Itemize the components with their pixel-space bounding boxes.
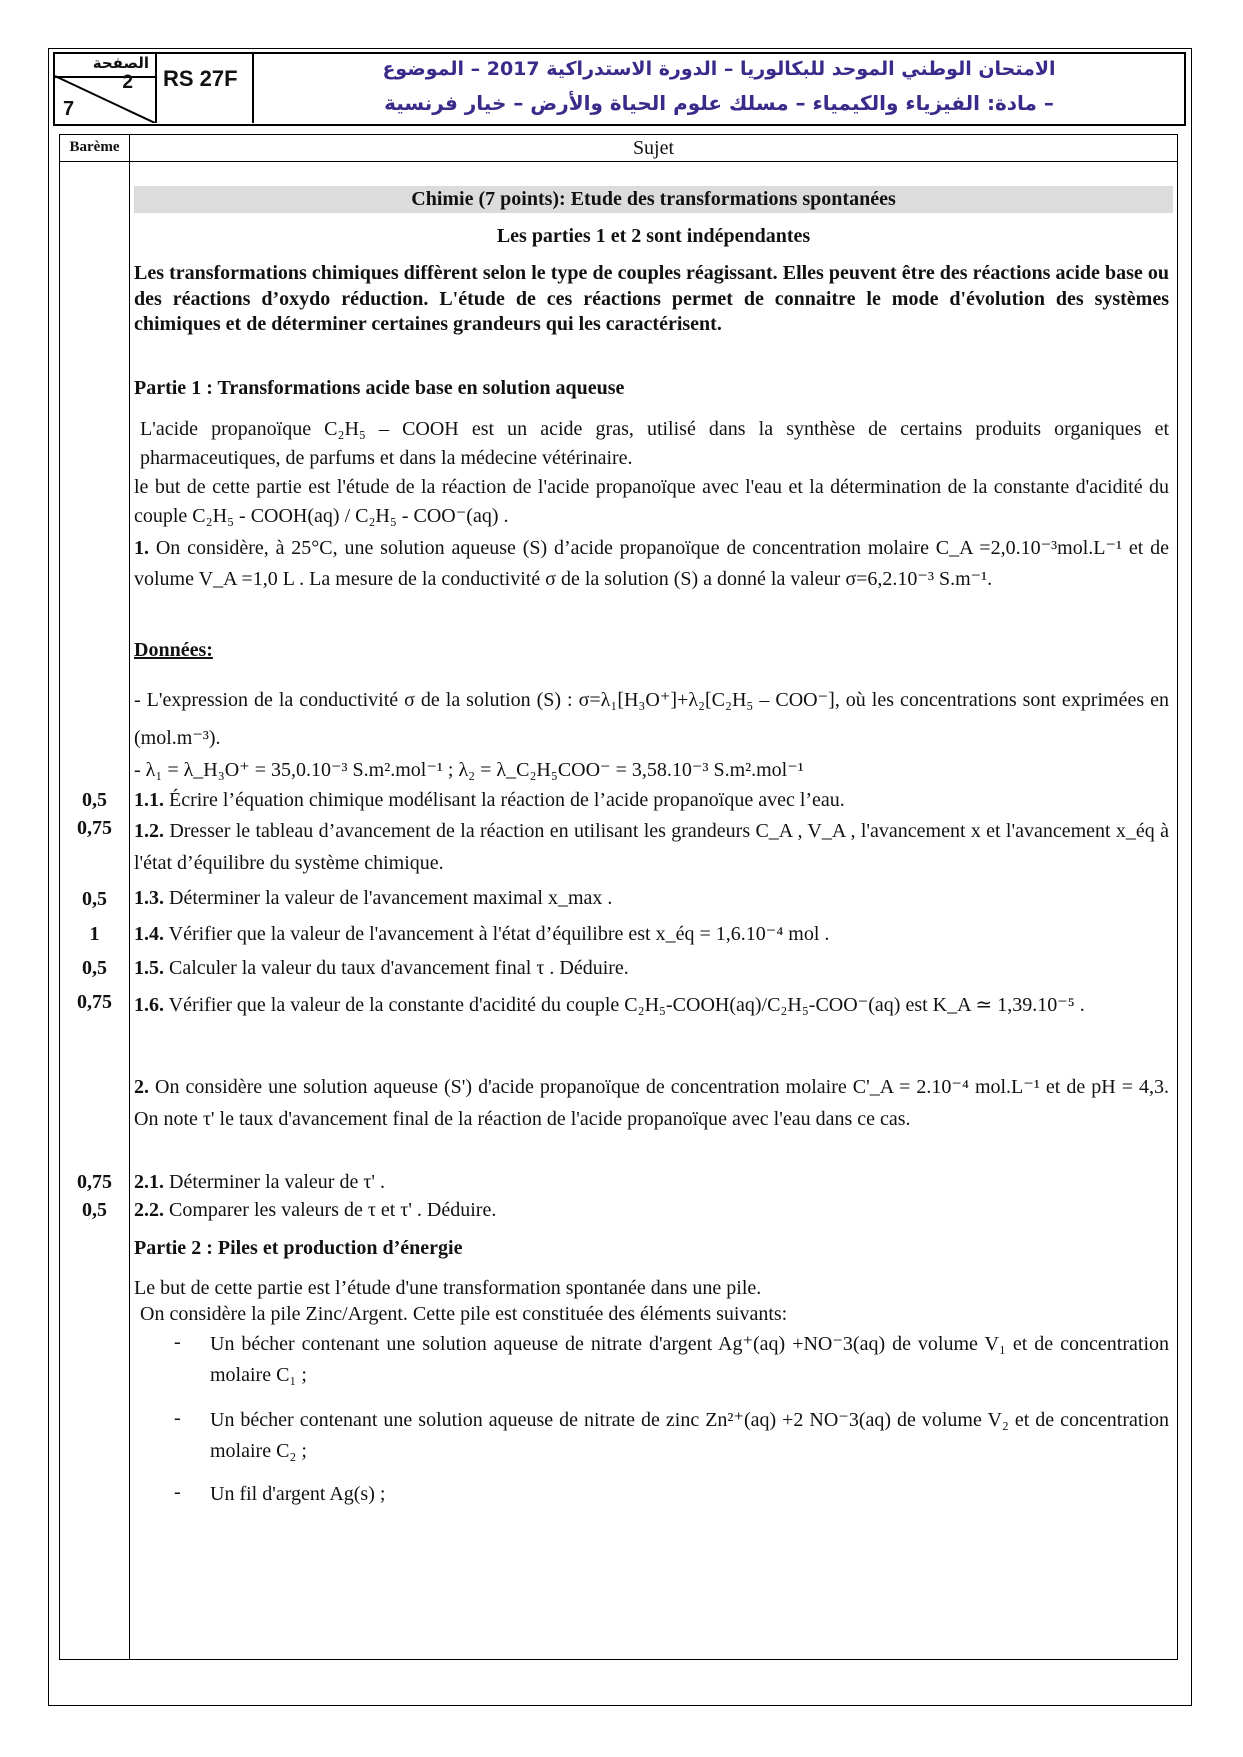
question-2-number: 2. [134,1076,149,1098]
exam-title-line2: – مادة: الفيزياء والكيمياء – مسلك علوم الحياة والأرض – خيار فرنسية [384,91,1054,115]
question-number: 1.3. [134,887,164,909]
pile-element-3: Un fil d'argent Ag(s) ; [210,1483,386,1505]
points-1-2: 0,75 [77,817,112,839]
pile-element-1: Un bécher contenant une solution aqueuse de nitrate d'argent Ag⁺(aq) +NO⁻3(aq) de volume V₁ et de concentration molaire C₁ ; [210,1333,1169,1386]
question-number: 1.2. [134,820,164,842]
bullet-3: - [174,1481,181,1503]
exam-header [53,52,1186,126]
question-1-4 [134,921,1169,947]
bullet-2: - [174,1407,181,1429]
points-1-4: 1 [89,923,100,945]
intro-paragraph: Les transformations chimiques diffèrent selon le type de couples réagissant. Elles peuvent être des réactions acide base ou des réactions d’oxydo réduction. L'étude de ces réactions permet de connaitre le mode d'évolution des systèmes chimiques et de déterminer certaines grandeurs qui les caractérisent. [134,262,1169,336]
data-lambda-values: - λ₁ = λ_H₃O⁺ = 35,0.10⁻³ S.m².mol⁻¹ ; λ₂ = λ_C₂H₅COO⁻ = 3,58.10⁻³ S.m².mol⁻¹ [134,759,804,781]
points-2-2: 0,5 [82,1199,107,1221]
question-text: Écrire l’équation chimique modélisant la réaction de l’acide propanoïque avec l’eau. [169,789,845,811]
question-2 [134,1071,1169,1135]
exam-page [48,48,1192,1706]
question-number: 1.4. [134,923,164,945]
question-1-6 [134,989,1169,1022]
question-1-text: On considère, à 25°C, une solution aqueuse (S) d’acide propanoïque de concentration molaire C_A =2,0.10⁻³mol.L⁻¹ et de volume V_A =1,0 L . La mesure de la conductivité σ de la solution (S) a donné la valeur σ=6,2.10⁻³ S.m⁻¹. [134,537,1169,590]
question-2-text: On considère une solution aqueuse (S') d'acide propanoïque de concentration molaire C'_A = 2.10⁻⁴ mol.L⁻¹ et de pH = 4,3. On note τ' le taux d'avancement final de la réaction de l'acide propanoïque avec l'eau dans ce cas. [134,1076,1169,1130]
part1-title: Partie 1 : Transformations acide base en solution aqueuse [134,377,625,399]
question-text: Comparer les valeurs de τ et τ' . Déduire. [169,1199,497,1221]
question-text: Vérifier que la valeur de la constante d'acidité du couple C₂H₅-COOH(aq)/C₂H₅-COO⁻(aq) est K_A ≃ 1,39.10⁻⁵ . [168,994,1085,1016]
question-number: 1.5. [134,957,164,979]
question-number: 1.1. [134,789,164,811]
donnees-label: Données: [134,639,213,661]
exam-title-line1: الامتحان الوطني الموحد للبكالوريا – الدورة الاستدراكية 2017 – الموضوع [382,58,1056,80]
question-number: 2.2. [134,1199,164,1221]
points-1-1: 0,5 [82,789,107,811]
question-text: Déterminer la valeur de τ' . [169,1171,385,1193]
part2-title: Partie 2 : Piles et production d’énergie [134,1237,463,1259]
bullet-1: - [174,1331,181,1353]
question-1-number: 1. [134,537,149,559]
independence-note: Les parties 1 et 2 sont indépendantes [496,225,811,247]
data-conductivity-expression: - L'expression de la conductivité σ de la solution (S) : σ=λ₁[H₃O⁺]+λ₂[C₂H₅ – COO⁻], où les concentrations sont exprimées en (mol.m⁻³). [134,689,1169,749]
question-text: Dresser le tableau d’avancement de la réaction en utilisant les grandeurs C_A , V_A , l'avancement x et l'avancement x_éq à l'état d’équilibre du système chimique. [134,820,1169,874]
exam-title-box [254,54,1184,123]
question-1-5 [134,955,1169,981]
points-2-1: 0,75 [77,1171,112,1193]
question-1-3 [134,885,1169,911]
page-label: الصفحة [92,54,149,72]
points-1-3: 0,5 [82,888,107,910]
question-2-1 [134,1169,1169,1195]
section-title: Chimie (7 points): Etude des transformations spontanées [411,188,896,210]
question-number: 2.1. [134,1171,164,1193]
subject-table [59,134,1178,1660]
question-2-2 [134,1197,1169,1223]
pile-element-2: Un bécher contenant une solution aqueuse de nitrate de zinc Zn²⁺(aq) +2 NO⁻3(aq) de volume V₂ et de concentration molaire C₂ ; [210,1409,1169,1462]
question-text: Déterminer la valeur de l'avancement maximal x_max . [169,887,613,909]
points-1-6: 0,75 [77,991,112,1013]
question-number: 1.6. [134,994,164,1016]
question-text: Vérifier que la valeur de l'avancement à l'état d’équilibre est x_éq = 1,6.10⁻⁴ mol . [168,923,830,945]
part2-purpose: Le but de cette partie est l’étude d'une transformation spontanée dans une pile. [134,1277,762,1299]
bareme-header: Barème [69,139,120,155]
question-1-2 [134,815,1169,879]
section-title-band [134,186,1173,213]
part1-purpose: le but de cette partie est l'étude de la réaction de l'acide propanoïque avec l'eau et la détermination de la constante d'acidité du couple C₂H₅ - COOH(aq) / C₂H₅ - COO⁻(aq) . [134,476,1169,527]
part2-description: On considère la pile Zinc/Argent. Cette pile est constituée des éléments suivants: [140,1303,788,1325]
data-heading [134,637,1169,663]
part1-p1: L'acide propanoïque C₂H₅ – COOH est un acide gras, utilisé dans la synthèse de certains produits organiques et pharmaceutiques, de parfums et dans la médecine vétérinaire. [140,418,1169,469]
page-number: 2 [122,72,133,93]
question-1 [134,533,1169,595]
exam-code: RS 27F [163,66,238,91]
part1-description [134,415,1169,473]
sujet-header: Sujet [632,137,675,159]
page-number-box [55,54,157,123]
question-1-1 [134,787,1169,813]
question-text: Calculer la valeur du taux d'avancement final τ . Déduire. [169,957,629,979]
page-total: 7 [63,98,75,120]
points-1-5: 0,5 [82,957,107,979]
exam-code-box [157,54,254,123]
